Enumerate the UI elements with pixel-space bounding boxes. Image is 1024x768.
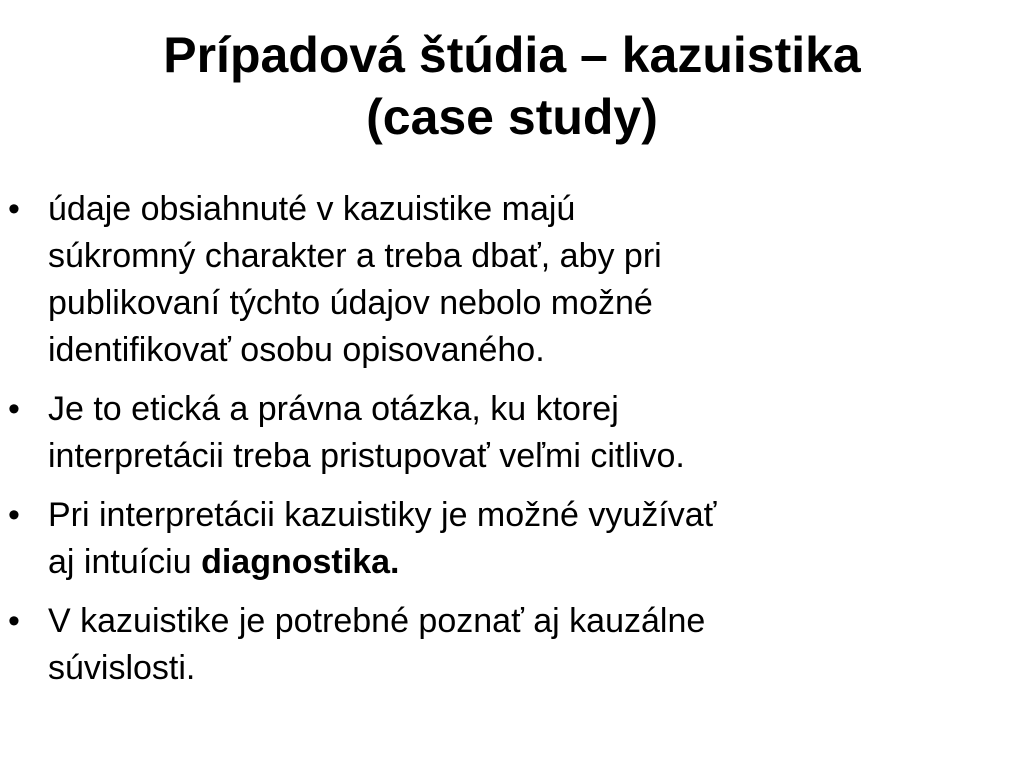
bullet-text: [48, 386, 1000, 480]
bullet-dot-icon: •: [8, 496, 20, 534]
bullet-line-emphasis: diagnostika.: [201, 543, 400, 581]
bullet-line: súkromný charakter a treba dbať, aby pri: [48, 237, 662, 275]
bullet-item-privacy: [0, 186, 1000, 374]
bullet-line: identifikovať osobu opisovaného.: [48, 331, 545, 369]
bullet-list: [0, 186, 1000, 704]
bullet-item-ethics: [0, 386, 1000, 480]
bullet-line: publikovaní týchto údajov nebolo možné: [48, 284, 653, 322]
title-line-2: (case study): [366, 89, 658, 145]
bullet-line: Je to etická a právna otázka, ku ktorej: [48, 390, 619, 428]
bullet-line: údaje obsiahnuté v kazuistike majú: [48, 190, 576, 228]
bullet-item-intuition: [0, 492, 1000, 586]
bullet-line: [48, 539, 1000, 586]
bullet-dot-icon: •: [8, 390, 20, 428]
title-line-1: Prípadová štúdia – kazuistika: [163, 27, 861, 83]
bullet-line: Pri interpretácii kazuistiky je možné využívať: [48, 496, 717, 534]
slide-title: [0, 24, 1024, 148]
bullet-line: súvislosti.: [48, 649, 196, 687]
bullet-line: V kazuistike je potrebné poznať aj kauzálne: [48, 602, 706, 640]
bullet-text: [48, 598, 1000, 692]
bullet-line-prefix: aj intuíciu: [48, 543, 202, 581]
bullet-text: [48, 492, 1000, 586]
bullet-item-causality: [0, 598, 1000, 692]
bullet-dot-icon: •: [8, 190, 20, 228]
bullet-dot-icon: •: [8, 602, 20, 640]
bullet-text: [48, 186, 1000, 374]
bullet-line: interpretácii treba pristupovať veľmi citlivo.: [48, 437, 685, 475]
